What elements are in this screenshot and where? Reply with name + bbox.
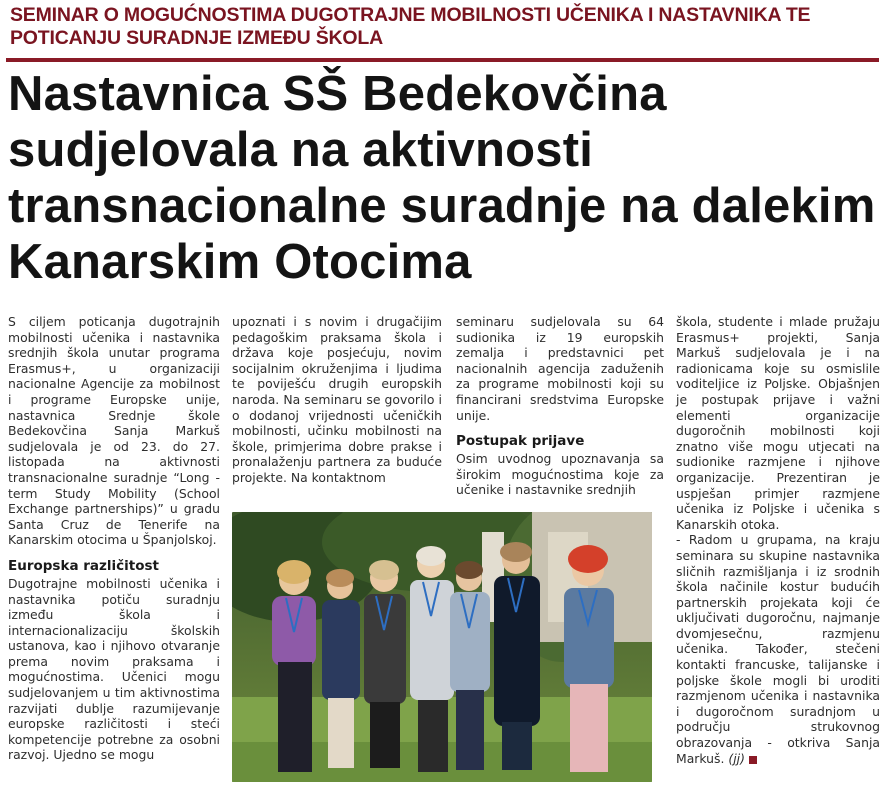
body-paragraph-text: - Radom u grupama, na kraju seminara su skupine nastavnika sličnih razmišljanja i iz srodnih škola načinile kostur budućih partnerskih projekata koji će uključivati dugoročnu, najmanje dvomjesečnu, razmjenu učenika. Također, stečeni kontakti francuske, talijanske i poljske škole mogli bi uroditi razmjenom učenika i nastavnika i dugoročnom suradnjom u području strukovnog obrazovanja - otkriva Sanja Markuš.	[676, 532, 880, 766]
body-paragraph: škola, studente i mlade pružaju Erasmus+ projekti, Sanja Markuš sudjelovala je i na radionicama koje su osmislile voditeljice iz Poljske. Objašnjen je postupak prijave i važni elementi organizacije dugoročnih mobilnosti koji znatno više mogu utjecati na sudionike razmjene i njihove organizacije. Prezentiran je uspješan primjer razmjene učenika iz Poljske i učenika s Kanarskih otoka.	[676, 314, 880, 532]
column-1	[8, 314, 220, 763]
column-4	[676, 314, 880, 766]
subheading-europska: Europska različitost	[8, 557, 159, 574]
column-2	[232, 314, 442, 486]
signature: (jj)	[728, 750, 745, 766]
headline: Nastavnica SŠ Bedekovčina sudjelovala na aktivnosti transnacionalne suradnje na dalekim Kanarskim Otocima	[8, 67, 876, 289]
column-3	[456, 314, 664, 498]
body-paragraph	[676, 532, 880, 766]
group-photo	[232, 512, 652, 782]
body-paragraph: Osim uvodnog upoznavanja sa širokim mogućnostima koje za učenike i nastavnike srednjih	[456, 451, 664, 498]
kicker-title: SEMINAR O MOGUĆNOSTIMA DUGOTRAJNE MOBILNOSTI UČENIKA I NASTAVNIKA TE POTICANJU SURADNJE IZMEĐU ŠKOLA	[10, 4, 811, 49]
subheading-postupak: Postupak prijave	[456, 433, 585, 450]
body-paragraph: upoznati i s novim i drugačijim pedagoškim praksama škola i država koje posjećuju, novim socijalnim okruženjima i ljudima te poviješću drugih europskih naroda. Na seminaru se govorilo i o dodanoj vrijednosti učeničkih mobilnosti, učinku mobilnosti na škole, primjerima dobre prakse i pronalaženju partnera za buduće projekte. Na kontaktnom	[232, 314, 442, 485]
body-paragraph: Dugotrajne mobilnosti učenika i nastavnika potiču suradnju između škola i internacionalizaciju školskih ustanova, kao i njihovo otvaranje prema novim praksama i mogućnostima. Učenici mogu sudjelovanjem u tim aktivnostima razvijati dublje razumijevanje europske različitosti i steći kompetencije potrebne za osobni razvoj. Ujedno se mogu	[8, 575, 220, 763]
body-paragraph: seminaru sudjelovala su 64 sudionika iz 19 europskih zemalja i predstavnici pet nacionalnih agencija zaduženih za programe mobilnosti koji su financirani sredstvima Europske unije.	[456, 314, 664, 423]
header-rule	[6, 58, 879, 62]
end-mark-icon	[749, 756, 757, 764]
body-paragraph: S ciljem poticanja dugotrajnih mobilnosti učenika i nastavnika srednjih škola unutar programa Erasmus+, u organizaciji nacionalne Agencije za mobilnost i programe Europske unije, nastavnica Srednje škole Bedekovčina Sanja Markuš sudjelovala je od 23. do 27. listopada na aktivnosti transnacionalne suradnje “Long - term Study Mobility (School Exchange partnerships)” u gradu Santa Cruz de Tenerife na Kanarskim otocima u Španjolskoj.	[8, 314, 220, 548]
